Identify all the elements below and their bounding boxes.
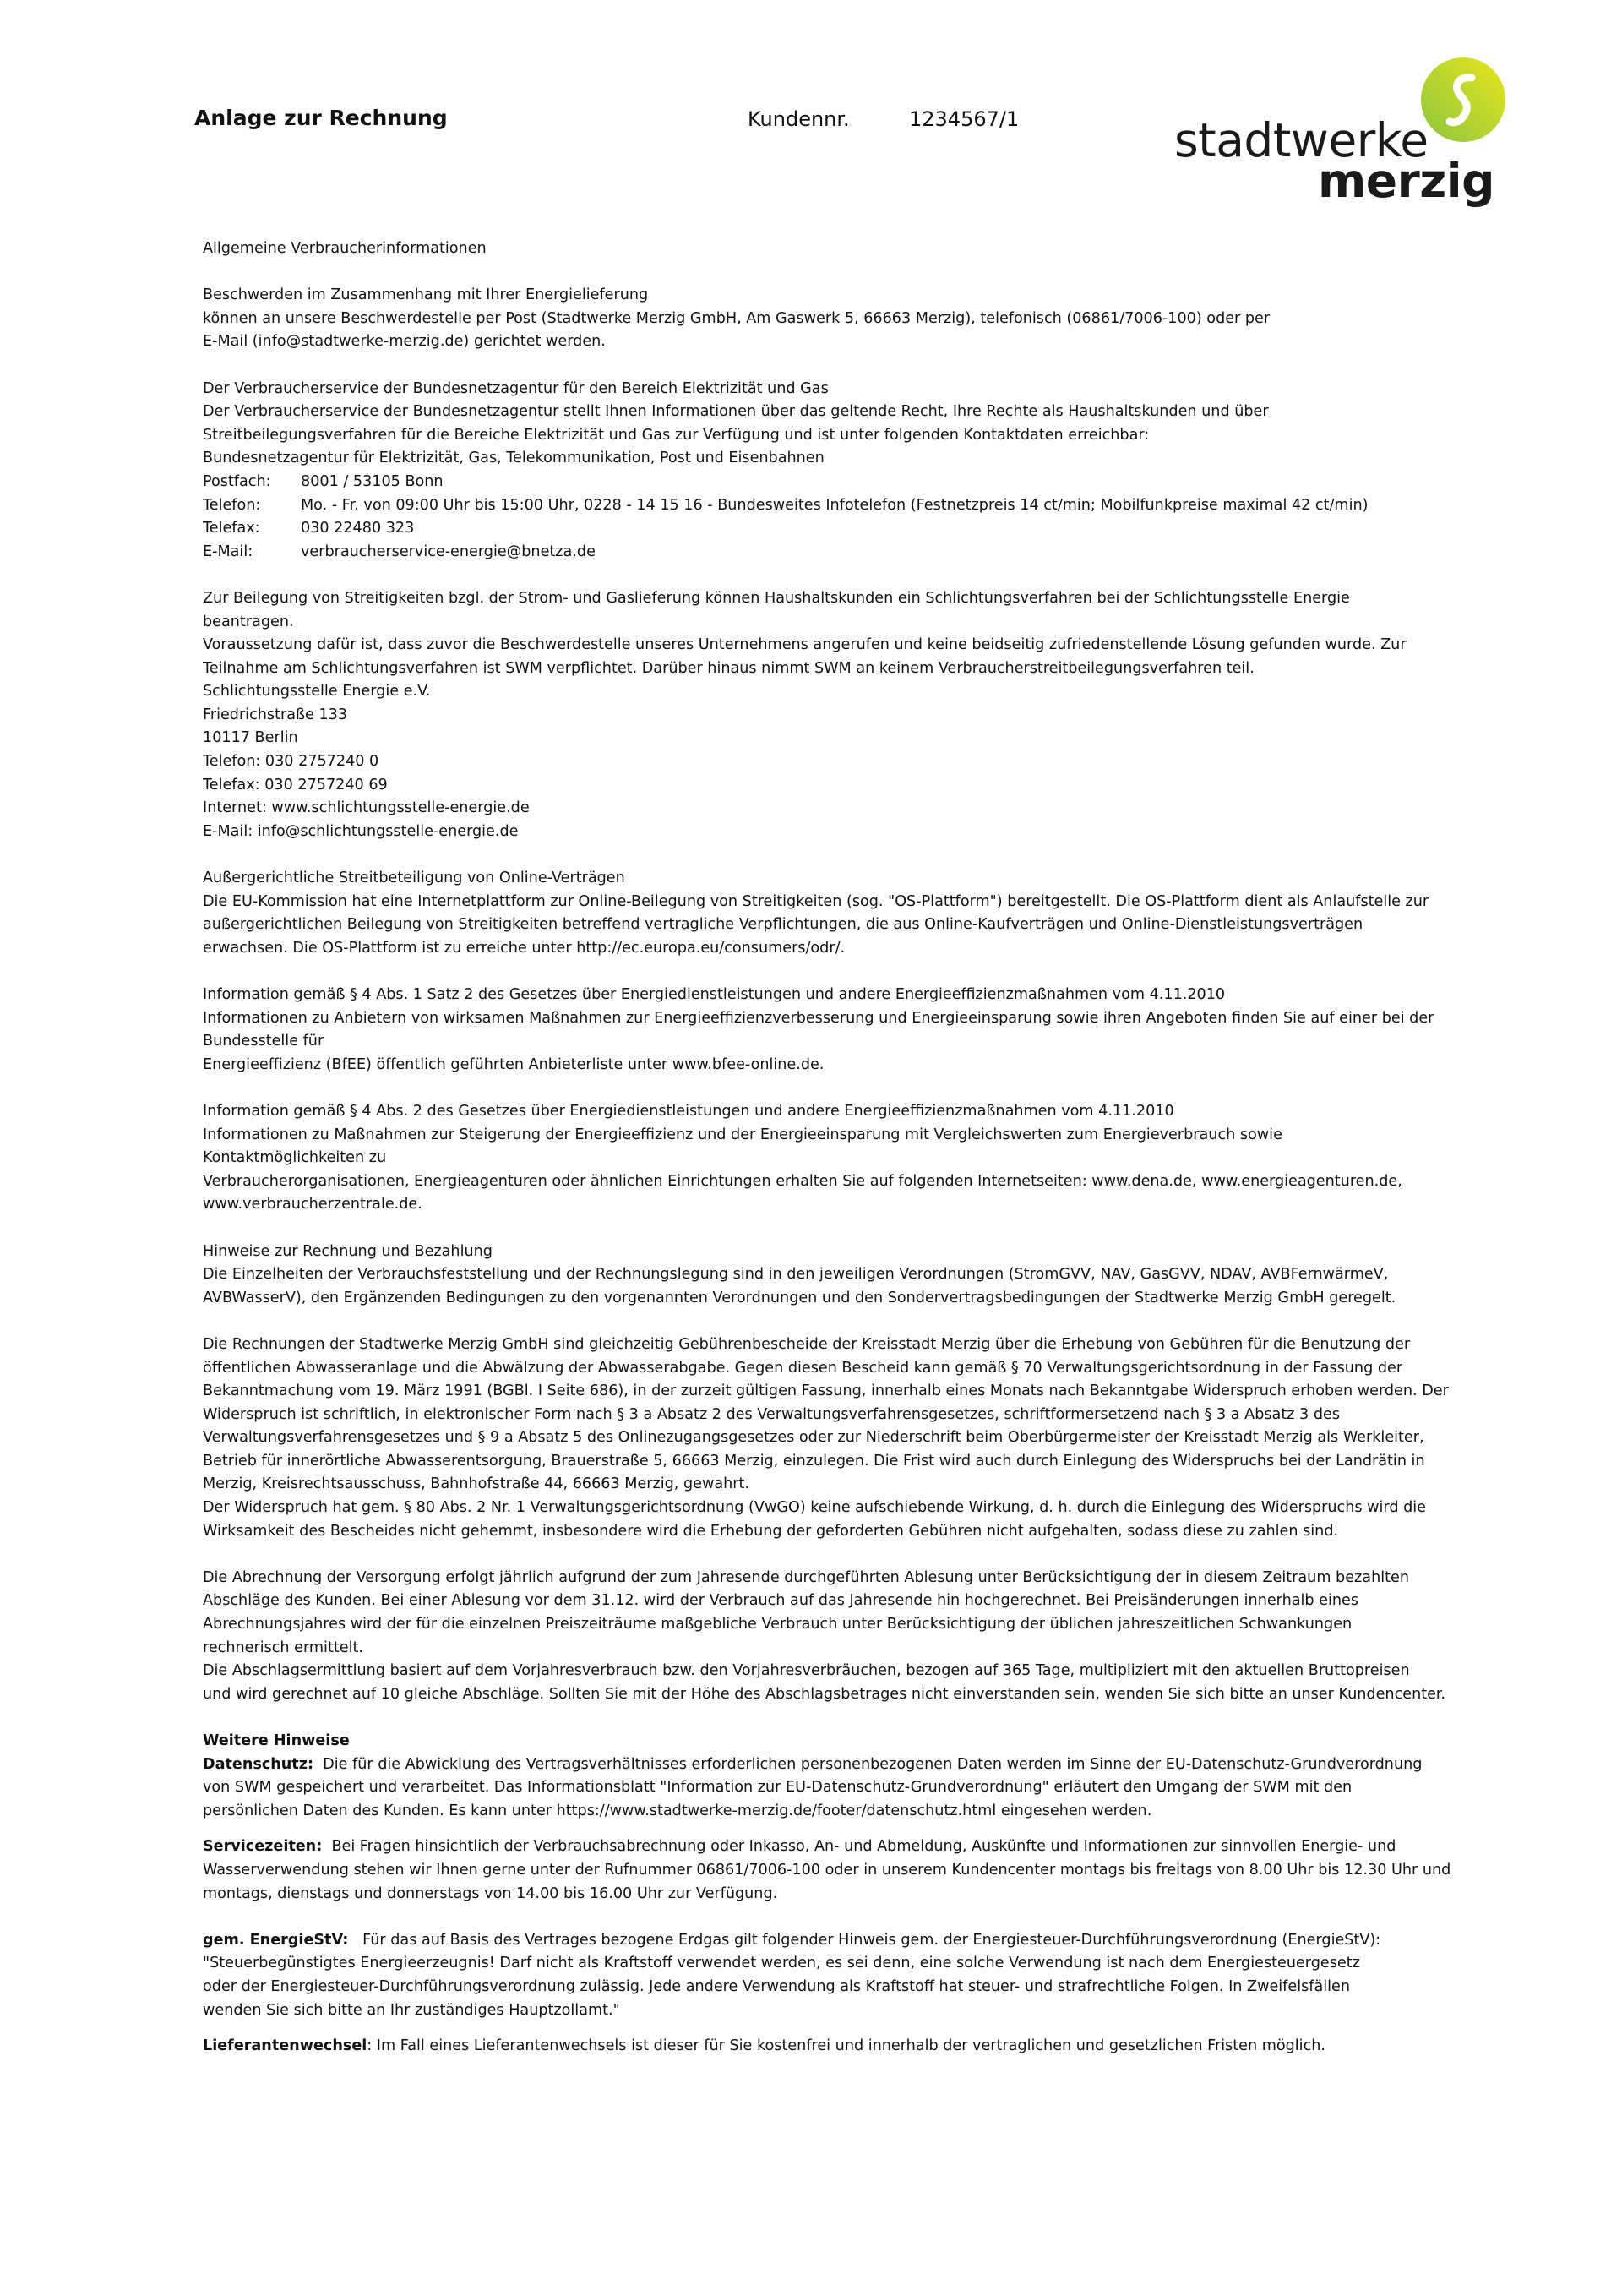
text-line: und wird gerechnet auf 10 gleiche Abschläge. Sollten Sie mit der Höhe des Abschlagsbetrages nicht einverstanden sein, wenden Sie sich bitte an unser Kundencenter. (203, 1685, 1446, 1703)
tax-text: Für das auf Basis des Vertrages bezogene Erdgas gilt folgender Hinweis gem. der Energiesteuer-Durchführungsverordnung (EnergieStV): (362, 1931, 1381, 1949)
further-heading: Weitere Hinweise (203, 1732, 350, 1749)
complaints-heading: Beschwerden im Zusammenhang mit Ihrer Energielieferung (203, 286, 649, 304)
text-line: Zur Beilegung von Streitigkeiten bzgl. der Strom- und Gaslieferung können Haushaltskunden ein Schlichtungsverfahren bei der Schlichtungsstelle Energie (203, 589, 1350, 607)
text-line: von SWM gespeichert und verarbeitet. Das Informationsblatt "Information zur EU-Datenschutz-Grundverordnung" erläutert den Umgang der SWM mit den (203, 1779, 1353, 1797)
billing-heading: Hinweise zur Rechnung und Bezahlung (203, 1242, 493, 1260)
text-line: Kontaktmöglichkeiten zu (203, 1149, 387, 1167)
company-logo (1174, 57, 1512, 208)
text-line: Abrechnungsjahres wird der für die einzelnen Preiszeiträume maßgebliche Verbrauch unter Berücksichtigung der üblichen jahreszeitlichen Schwankungen (203, 1616, 1353, 1633)
customer-number-value: 1234567/1 (909, 107, 1020, 131)
contact-value: verbraucherservice-energie@bnetza.de (301, 543, 596, 560)
online-heading: Außergerichtliche Streitbeteiligung von Online-Verträgen (203, 870, 625, 887)
document-body (203, 237, 1512, 2059)
text-line: rechnerisch ermittelt. (203, 1639, 363, 1656)
address-line: Schlichtungsstelle Energie e.V. (203, 683, 431, 701)
bnetza-heading: Der Verbraucherservice der Bundesnetzagentur für den Bereich Elektrizität und Gas (203, 379, 829, 397)
contact-value: Mo. - Fr. von 09:00 Uhr bis 15:00 Uhr, 0228 - 14 15 16 - Bundesweites Infotelefon (Festnetzpreis 14 ct/min; Mobilfunkpreise maximal 42 ct/min) (301, 496, 1369, 514)
customer-number-label: Kundennr. (748, 107, 850, 131)
text-line: Streitbeilegungsverfahren für die Bereiche Elektrizität und Gas zur Verfügung und ist unter folgenden Kontaktdaten erreichbar: (203, 426, 1150, 444)
address-line: Telefon: 030 2757240 0 (203, 753, 379, 771)
text-line: Die Rechnungen der Stadtwerke Merzig GmbH sind gleichzeitig Gebührenbescheide der Kreisstadt Merzig über die Erhebung von Gebühren für die Benutzung der (203, 1335, 1411, 1353)
text-line: Die EU-Kommission hat eine Internetplattform zur Online-Beilegung von Streitigkeiten (sog. "OS-Plattform") bereitgestellt. Die OS-Plattform dient als Anlaufstelle zur (203, 892, 1429, 910)
contact-row (203, 471, 1512, 494)
text-line: Information gemäß § 4 Abs. 1 Satz 2 des Gesetzes über Energiedienstleistungen und andere Energieeffizienzmaßnahmen vom 4.11.2010 (203, 986, 1226, 1003)
text-line: können an unsere Beschwerdestelle per Post (Stadtwerke Merzig GmbH, Am Gaswerk 5, 66663 Merzig), telefonisch (06861/7006-100) oder per (203, 309, 1271, 327)
switch-text: : Im Fall eines Lieferantenwechsels ist dieser für Sie kostenfrei und innerhalb der vertraglichen und gesetzlichen Fristen möglich. (367, 2037, 1325, 2055)
text-line: erwachsen. Die OS-Plattform ist zu erreiche unter http://ec.europa.eu/consumers/odr/. (203, 939, 846, 957)
privacy-paragraph (203, 1753, 1512, 1777)
tax-label: gem. EnergieStV: (203, 1931, 349, 1949)
contact-row (203, 541, 1512, 564)
text-line: Der Verbraucherservice der Bundesnetzagentur stellt Ihnen Informationen über das geltende Recht, Ihre Rechte als Haushaltskunden und über (203, 403, 1269, 421)
privacy-text: Die für die Abwicklung des Vertragsverhältnisses erforderlichen personenbezogenen Daten werden im Sinne der EU-Datenschutz-Grundverordnung (323, 1755, 1423, 1773)
text-line: www.verbraucherzentrale.de. (203, 1196, 422, 1213)
text-line: Bekanntmachung vom 19. März 1991 (BGBl. I Seite 686), in der zurzeit gültigen Fassung, innerhalb eines Monats nach Bekanntgabe Widerspruch erhoben werden. Der (203, 1383, 1449, 1400)
tax-paragraph (203, 1929, 1512, 1953)
privacy-label: Datenschutz: (203, 1755, 313, 1773)
text-line: montags, dienstags und donnerstags von 14.00 bis 16.00 Uhr zur Verfügung. (203, 1884, 778, 1902)
address-line: Friedrichstraße 133 (203, 706, 348, 723)
text-line: Merzig, Kreisrechtsausschuss, Bahnhofstraße 44, 66663 Merzig, gewahrt. (203, 1475, 750, 1493)
logo-text-merzig: merzig (1318, 154, 1494, 208)
text-line: wenden Sie sich bitte an Ihr zuständiges Hauptzollamt." (203, 2001, 620, 2019)
text-line: Die Einzelheiten der Verbrauchsfeststellung und der Rechnungslegung sind in den jeweiligen Verordnungen (StromGVV, NAV, GasGVV, NDAV, AVBFernwärmeV, (203, 1266, 1389, 1284)
text-line: oder der Energiesteuer-Durchführungsverordnung zulässig. Jede andere Verwendung als Kraftstoff hat steuer- und strafrechtliche Folgen. In Zweifelsfällen (203, 1977, 1350, 1995)
address-line: E-Mail: info@schlichtungsstelle-energie.de (203, 822, 519, 840)
text-line: AVBWasserV), den Ergänzenden Bedingungen zu den vorgenannten Verordnungen und den Sondervertragsbedingungen der Stadtwerke Merzig GmbH geregelt. (203, 1289, 1396, 1306)
page-title: Anlage zur Rechnung (194, 106, 448, 130)
contact-row (203, 517, 1512, 541)
logo-text-stadtwerke: stadtwerke (1174, 113, 1429, 167)
switch-paragraph (203, 2035, 1512, 2059)
text-line: Verwaltungsverfahrensgesetzes und § 9 a Absatz 5 des Onlinezugangsgesetzes oder zur Niederschrift beim Oberbürgermeister der Kreisstadt Merzig als Werkleiter, (203, 1429, 1424, 1447)
text-line: Bundesnetzagentur für Elektrizität, Gas, Telekommunikation, Post und Eisenbahnen (203, 450, 825, 467)
text-line: E-Mail (info@stadtwerke-merzig.de) gerichtet werden. (203, 333, 606, 351)
contact-value: 8001 / 53105 Bonn (301, 472, 444, 490)
text-line: Betrieb für innerörtliche Abwasserentsorgung, Brauerstraße 5, 66663 Merzig, einzulegen. Die Frist wird auch durch Einlegung des Widerspruchs bei der Landrätin in (203, 1452, 1425, 1470)
contact-key: Telefon: (203, 496, 261, 514)
text-line: Informationen zu Maßnahmen zur Steigerung der Energieeffizienz und der Energieeinsparung mit Vergleichswerten zum Energieverbrauch sowie (203, 1126, 1282, 1143)
contact-row (203, 494, 1512, 518)
contact-key: Telefax: (203, 520, 260, 537)
address-line: Telefax: 030 2757240 69 (203, 776, 388, 794)
text-line: außergerichtlichen Beilegung von Streitigkeiten betreffend vertragliche Verpflichtungen, die aus Online-Kaufverträgen und Online-Dienstleistungsverträgen (203, 916, 1363, 934)
text-line: Widerspruch ist schriftlich, in elektronischer Form nach § 3 a Absatz 2 des Verwaltungsverfahrensgesetzes, schriftformersetzend nach § 3 a Absatz 3 des (203, 1405, 1340, 1423)
text-line: Teilnahme am Schlichtungsverfahren ist SWM verpflichtet. Darüber hinaus nimmt SWM an keinem Verbraucherstreitbeilegungsverfahren teil. (203, 659, 1255, 677)
text-line: Der Widerspruch hat gem. § 80 Abs. 2 Nr. 1 Verwaltungsgerichtsordnung (VwGO) keine aufschiebende Wirkung, d. h. durch die Einlegung des Widerspruchs wird die (203, 1499, 1426, 1517)
text-line: Verbraucherorganisationen, Energieagenturen oder ähnlichen Einrichtungen erhalten Sie auf folgenden Internetseiten: www.dena.de, www.energieagenturen.de, (203, 1172, 1402, 1190)
contact-key: E-Mail: (203, 543, 253, 560)
service-text: Bei Fragen hinsichtlich der Verbrauchsabrechnung oder Inkasso, An- und Abmeldung, Auskünfte und Informationen zur sinnvollen Energie- und (331, 1838, 1396, 1856)
address-line: 10117 Berlin (203, 729, 298, 747)
text-line: Die Abrechnung der Versorgung erfolgt jährlich aufgrund der zum Jahresende durchgeführten Ablesung unter Berücksichtigung der in diesem Zeitraum bezahlten (203, 1568, 1409, 1586)
address-line: Internet: www.schlichtungsstelle-energie.de (203, 799, 530, 817)
text-line: öffentlichen Abwasseranlage und die Abwälzung der Abwasserabgabe. Gegen diesen Bescheid kann gemäß § 70 Verwaltungsgerichtsordnung in der Fassung der (203, 1359, 1403, 1377)
switch-label: Lieferantenwechsel (203, 2037, 367, 2055)
logo-s-icon (1421, 57, 1505, 142)
contact-key: Postfach: (203, 472, 271, 490)
text-line: Wirksamkeit des Bescheides nicht gehemmt, insbesondere wird die Erhebung der geforderten Gebühren nicht aufgehalten, sodass diese zu zahlen sind. (203, 1522, 1339, 1540)
text-line: persönlichen Daten des Kunden. Es kann unter https://www.stadtwerke-merzig.de/footer/datenschutz.html eingesehen werden. (203, 1802, 1152, 1819)
text-line: Abschläge des Kunden. Bei einer Ablesung vor dem 31.12. wird der Verbrauch auf das Jahresende hin hochgerechnet. Bei Preisänderungen innerhalb eines (203, 1592, 1359, 1610)
service-paragraph (203, 1835, 1512, 1859)
text-line: Energieeffizienz (BfEE) öffentlich geführten Anbieterliste unter www.bfee-online.de. (203, 1055, 825, 1073)
text-line: Die Abschlagsermittlung basiert auf dem Vorjahresverbrauch bzw. den Vorjahresverbräuchen, bezogen auf 365 Tage, multipliziert mit den aktuellen Bruttopreisen (203, 1662, 1410, 1680)
service-label: Servicezeiten: (203, 1838, 323, 1856)
text-line: Wasserverwendung stehen wir Ihnen gerne unter der Rufnummer 06861/7006-100 oder in unserem Kundencenter montags bis freitags von 8.00 Uhr bis 12.30 Uhr und (203, 1861, 1451, 1879)
text-line: Informationen zu Anbietern von wirksamen Maßnahmen zur Energieeffizienzverbesserung und Energieeinsparung sowie ihren Angeboten finden Sie auf einer bei der (203, 1009, 1434, 1027)
contact-value: 030 22480 323 (301, 520, 415, 537)
general-heading: Allgemeine Verbraucherinformationen (203, 240, 487, 257)
text-line: Voraussetzung dafür ist, dass zuvor die Beschwerdestelle unseres Unternehmens angerufen und keine beidseitig zufriedenstellende Lösung gefunden wurde. Zur (203, 636, 1407, 654)
text-line: "Steuerbegünstigtes Energieerzeugnis! Darf nicht als Kraftstoff verwendet werden, es sei denn, eine solche Verwendung ist nach dem Energiesteuergesetz (203, 1955, 1360, 1972)
text-line: beantragen. (203, 613, 294, 630)
text-line: Information gemäß § 4 Abs. 2 des Gesetzes über Energiedienstleistungen und andere Energieeffizienzmaßnahmen vom 4.11.2010 (203, 1102, 1174, 1120)
text-line: Bundesstelle für (203, 1033, 324, 1050)
